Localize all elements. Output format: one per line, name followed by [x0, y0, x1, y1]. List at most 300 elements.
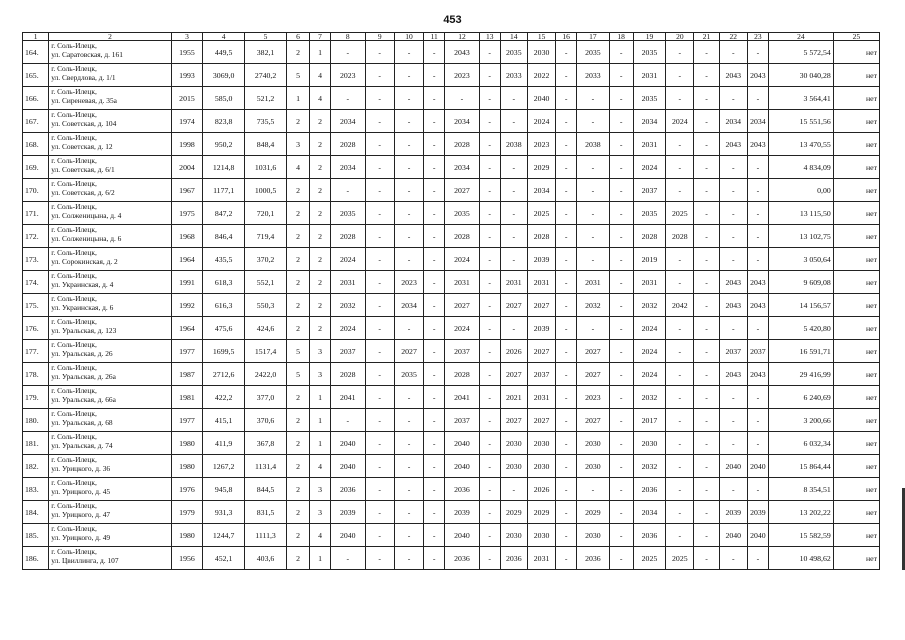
value-cell: - [500, 225, 527, 248]
value-cell: 403,6 [245, 547, 287, 570]
value-cell: - [666, 271, 694, 294]
value-cell: 2031 [527, 386, 555, 409]
value-cell: - [609, 41, 633, 64]
row-number-cell: 171. [23, 202, 49, 225]
value-cell: - [365, 179, 394, 202]
column-header: 5 [245, 33, 287, 41]
value-cell: 1987 [171, 363, 202, 386]
value-cell: 2031 [500, 271, 527, 294]
value-cell: 4 [310, 455, 331, 478]
value-cell: 1214,8 [203, 156, 245, 179]
value-cell: - [666, 248, 694, 271]
value-cell: - [424, 202, 445, 225]
address-city: г. Соль-Илецк, [51, 271, 97, 280]
value-cell: 1964 [171, 317, 202, 340]
value-cell: 846,4 [203, 225, 245, 248]
value-cell: 2029 [577, 501, 609, 524]
value-cell: 2043 [719, 271, 747, 294]
status-cell: нет [833, 133, 879, 156]
row-number-cell: 184. [23, 501, 49, 524]
value-cell: 2028 [445, 225, 480, 248]
value-cell: 2028 [666, 225, 694, 248]
value-cell: - [365, 455, 394, 478]
value-cell: - [577, 478, 609, 501]
value-cell: - [424, 340, 445, 363]
value-cell: - [556, 110, 577, 133]
value-cell: - [394, 455, 423, 478]
value-cell: - [719, 156, 747, 179]
value-cell: 2024 [445, 248, 480, 271]
value-cell: - [666, 179, 694, 202]
value-cell: - [719, 547, 747, 570]
value-cell: 367,8 [245, 432, 287, 455]
value-cell: 2030 [577, 524, 609, 547]
value-cell: - [424, 41, 445, 64]
row-number-cell: 182. [23, 455, 49, 478]
address-street: ул. Уральская, д. 74 [51, 441, 113, 450]
value-cell: - [424, 133, 445, 156]
value-cell: 2038 [577, 133, 609, 156]
value-cell: 1000,5 [245, 179, 287, 202]
value-cell: - [394, 524, 423, 547]
value-cell: 2043 [719, 64, 747, 87]
value-cell: 618,3 [203, 271, 245, 294]
value-cell: - [694, 524, 719, 547]
value-cell: - [424, 294, 445, 317]
value-cell: - [556, 409, 577, 432]
value-cell: - [479, 386, 500, 409]
value-cell: - [609, 340, 633, 363]
value-cell: 2025 [666, 202, 694, 225]
value-cell: - [747, 386, 768, 409]
value-cell: - [424, 363, 445, 386]
status-cell: нет [833, 156, 879, 179]
status-cell: нет [833, 87, 879, 110]
value-cell: 1955 [171, 41, 202, 64]
value-cell: 2039 [527, 248, 555, 271]
value-cell: - [424, 87, 445, 110]
value-cell: - [424, 501, 445, 524]
value-cell: - [365, 547, 394, 570]
value-cell: - [365, 478, 394, 501]
cost-cell: 8 354,51 [768, 478, 833, 501]
column-header: 15 [527, 33, 555, 41]
value-cell: 2043 [719, 363, 747, 386]
value-cell: - [694, 133, 719, 156]
value-cell: - [424, 409, 445, 432]
value-cell: 521,2 [245, 87, 287, 110]
value-cell: 2030 [500, 432, 527, 455]
table-row [23, 455, 880, 478]
value-cell: - [479, 156, 500, 179]
address-street: ул. Уральская, д. 26 [51, 349, 113, 358]
address-cell [49, 41, 172, 64]
value-cell: 2031 [633, 133, 665, 156]
column-header: 11 [424, 33, 445, 41]
value-cell: 1131,4 [245, 455, 287, 478]
value-cell: - [424, 271, 445, 294]
column-header: 9 [365, 33, 394, 41]
row-number-cell: 167. [23, 110, 49, 133]
value-cell: 2024 [633, 317, 665, 340]
value-cell: - [394, 202, 423, 225]
value-cell: 2028 [633, 225, 665, 248]
address-city: г. Соль-Илецк, [51, 501, 97, 510]
value-cell: - [666, 340, 694, 363]
value-cell: 2031 [445, 271, 480, 294]
value-cell: 2039 [527, 317, 555, 340]
address-cell [49, 432, 172, 455]
value-cell: 1 [310, 432, 331, 455]
value-cell: 2040 [331, 432, 366, 455]
address-cell [49, 202, 172, 225]
value-cell: - [609, 133, 633, 156]
table-row [23, 202, 880, 225]
value-cell: 848,4 [245, 133, 287, 156]
value-cell: 2024 [633, 156, 665, 179]
status-cell: нет [833, 363, 879, 386]
value-cell: 2712,6 [203, 363, 245, 386]
value-cell: 2035 [500, 41, 527, 64]
table-row [23, 156, 880, 179]
value-cell: - [694, 179, 719, 202]
value-cell: - [609, 87, 633, 110]
value-cell: 2034 [331, 110, 366, 133]
value-cell: 1998 [171, 133, 202, 156]
value-cell: 950,2 [203, 133, 245, 156]
value-cell: - [424, 524, 445, 547]
value-cell: 2025 [633, 547, 665, 570]
value-cell: - [666, 478, 694, 501]
value-cell: - [479, 524, 500, 547]
column-header: 1 [23, 33, 49, 41]
value-cell: 2 [287, 409, 310, 432]
address-city: г. Соль-Илецк, [51, 340, 97, 349]
value-cell: 4 [287, 156, 310, 179]
value-cell: - [365, 501, 394, 524]
row-number-cell: 174. [23, 271, 49, 294]
value-cell: 2028 [331, 225, 366, 248]
value-cell: 831,5 [245, 501, 287, 524]
address-street: ул. Советская, д. 104 [51, 119, 117, 128]
value-cell: 2024 [527, 110, 555, 133]
cost-cell: 13 470,55 [768, 133, 833, 156]
value-cell: 1980 [171, 524, 202, 547]
row-number-cell: 185. [23, 524, 49, 547]
value-cell: 2030 [527, 524, 555, 547]
address-cell [49, 225, 172, 248]
value-cell: - [666, 133, 694, 156]
value-cell: 2 [287, 110, 310, 133]
value-cell: 1992 [171, 294, 202, 317]
row-number-cell: 180. [23, 409, 49, 432]
value-cell: 552,1 [245, 271, 287, 294]
value-cell: 2040 [527, 87, 555, 110]
value-cell: 1031,6 [245, 156, 287, 179]
value-cell: 2024 [445, 317, 480, 340]
address-street: ул. Советская, д. 6/1 [51, 165, 115, 174]
value-cell: 2030 [527, 41, 555, 64]
value-cell: - [747, 317, 768, 340]
column-numbers-header [23, 33, 880, 41]
value-cell: 2 [287, 294, 310, 317]
value-cell: 2037 [331, 340, 366, 363]
value-cell: 2028 [331, 133, 366, 156]
row-number-cell: 169. [23, 156, 49, 179]
value-cell: - [556, 179, 577, 202]
value-cell: 3 [310, 478, 331, 501]
value-cell: - [694, 294, 719, 317]
value-cell: 2027 [394, 340, 423, 363]
cost-cell: 3 050,64 [768, 248, 833, 271]
value-cell: 2031 [331, 271, 366, 294]
value-cell: - [694, 41, 719, 64]
value-cell: - [694, 409, 719, 432]
value-cell: - [556, 248, 577, 271]
value-cell: - [479, 409, 500, 432]
value-cell: 2030 [527, 455, 555, 478]
column-header: 20 [666, 33, 694, 41]
value-cell: 1111,3 [245, 524, 287, 547]
value-cell: 2040 [445, 524, 480, 547]
value-cell: 1979 [171, 501, 202, 524]
value-cell: - [694, 363, 719, 386]
address-cell [49, 386, 172, 409]
column-header: 2 [49, 33, 172, 41]
status-cell: нет [833, 41, 879, 64]
value-cell: - [694, 478, 719, 501]
value-cell: 2027 [527, 294, 555, 317]
value-cell: 2029 [500, 501, 527, 524]
value-cell: 2 [287, 386, 310, 409]
value-cell: 2031 [527, 547, 555, 570]
value-cell: - [666, 87, 694, 110]
column-header: 16 [556, 33, 577, 41]
row-number-cell: 168. [23, 133, 49, 156]
value-cell: - [479, 501, 500, 524]
column-header: 18 [609, 33, 633, 41]
value-cell: 2023 [394, 271, 423, 294]
value-cell: 2039 [719, 501, 747, 524]
value-cell: 2030 [527, 432, 555, 455]
value-cell: 720,1 [245, 202, 287, 225]
value-cell: 2021 [500, 386, 527, 409]
value-cell: - [609, 110, 633, 133]
value-cell: 616,3 [203, 294, 245, 317]
value-cell: 2027 [527, 409, 555, 432]
value-cell: 2043 [747, 271, 768, 294]
column-header: 14 [500, 33, 527, 41]
table-row [23, 547, 880, 570]
value-cell: - [394, 87, 423, 110]
value-cell: - [747, 478, 768, 501]
column-header: 21 [694, 33, 719, 41]
value-cell: 1517,4 [245, 340, 287, 363]
value-cell: - [365, 524, 394, 547]
value-cell: 2 [287, 225, 310, 248]
value-cell: 931,3 [203, 501, 245, 524]
value-cell: 2034 [719, 110, 747, 133]
value-cell: - [479, 225, 500, 248]
value-cell: - [719, 41, 747, 64]
value-cell: - [609, 363, 633, 386]
value-cell: 2036 [445, 478, 480, 501]
value-cell: - [479, 455, 500, 478]
value-cell: 2035 [633, 87, 665, 110]
value-cell: 2040 [445, 432, 480, 455]
value-cell: 2029 [527, 501, 555, 524]
value-cell: - [577, 110, 609, 133]
value-cell: 422,2 [203, 386, 245, 409]
value-cell: - [577, 179, 609, 202]
value-cell: 2023 [527, 133, 555, 156]
value-cell: - [556, 340, 577, 363]
address-cell [49, 110, 172, 133]
value-cell: - [556, 363, 577, 386]
value-cell: - [694, 501, 719, 524]
status-cell: нет [833, 294, 879, 317]
value-cell: 2023 [577, 386, 609, 409]
row-number-cell: 164. [23, 41, 49, 64]
value-cell: - [609, 432, 633, 455]
value-cell: - [331, 547, 366, 570]
value-cell: 2034 [394, 294, 423, 317]
table-row [23, 179, 880, 202]
value-cell: - [424, 248, 445, 271]
header-row [23, 33, 880, 41]
value-cell: 2422,0 [245, 363, 287, 386]
address-city: г. Соль-Илецк, [51, 202, 97, 211]
value-cell: - [609, 455, 633, 478]
value-cell: 2 [310, 110, 331, 133]
value-cell: - [365, 64, 394, 87]
row-number-cell: 186. [23, 547, 49, 570]
cost-cell: 16 591,71 [768, 340, 833, 363]
value-cell: 2040 [719, 455, 747, 478]
table-row [23, 478, 880, 501]
value-cell: 1 [310, 547, 331, 570]
cost-cell: 5 572,54 [768, 41, 833, 64]
value-cell: - [556, 271, 577, 294]
value-cell: - [479, 294, 500, 317]
value-cell: 2028 [445, 133, 480, 156]
address-city: г. Соль-Илецк, [51, 478, 97, 487]
table-row [23, 294, 880, 317]
address-city: г. Соль-Илецк, [51, 524, 97, 533]
value-cell: 2040 [331, 524, 366, 547]
value-cell: - [556, 41, 577, 64]
cost-cell: 15 582,59 [768, 524, 833, 547]
value-cell: - [694, 225, 719, 248]
value-cell: 2024 [633, 363, 665, 386]
value-cell: 2035 [633, 41, 665, 64]
value-cell: - [556, 432, 577, 455]
value-cell: 2041 [445, 386, 480, 409]
value-cell: - [609, 202, 633, 225]
value-cell: 2040 [445, 455, 480, 478]
value-cell: - [609, 271, 633, 294]
address-street: ул. Солженицына, д. 4 [51, 211, 122, 220]
value-cell: - [424, 156, 445, 179]
value-cell: - [577, 156, 609, 179]
value-cell: - [500, 202, 527, 225]
value-cell: - [666, 501, 694, 524]
value-cell: 2036 [633, 478, 665, 501]
value-cell: 2034 [331, 156, 366, 179]
value-cell: 449,5 [203, 41, 245, 64]
value-cell: - [365, 294, 394, 317]
address-cell [49, 547, 172, 570]
address-city: г. Соль-Илецк, [51, 179, 97, 188]
value-cell: 2 [287, 547, 310, 570]
value-cell: 2031 [577, 271, 609, 294]
value-cell: - [609, 409, 633, 432]
address-cell [49, 478, 172, 501]
value-cell: - [479, 547, 500, 570]
value-cell: - [479, 478, 500, 501]
value-cell: 2 [287, 432, 310, 455]
value-cell: - [556, 547, 577, 570]
value-cell: 2024 [331, 317, 366, 340]
value-cell: - [609, 156, 633, 179]
value-cell: - [577, 248, 609, 271]
value-cell: 550,3 [245, 294, 287, 317]
value-cell: 2035 [331, 202, 366, 225]
value-cell: - [609, 478, 633, 501]
table-row [23, 317, 880, 340]
value-cell: 1974 [171, 110, 202, 133]
address-city: г. Соль-Илецк, [51, 317, 97, 326]
address-cell [49, 87, 172, 110]
status-cell: нет [833, 317, 879, 340]
status-cell: нет [833, 547, 879, 570]
value-cell: - [479, 432, 500, 455]
table-row [23, 133, 880, 156]
value-cell: - [500, 156, 527, 179]
value-cell: - [479, 363, 500, 386]
status-cell: нет [833, 225, 879, 248]
value-cell: 424,6 [245, 317, 287, 340]
value-cell: - [500, 87, 527, 110]
value-cell: 2043 [747, 363, 768, 386]
value-cell: - [666, 156, 694, 179]
address-cell [49, 501, 172, 524]
value-cell: 2029 [527, 156, 555, 179]
address-city: г. Соль-Илецк, [51, 41, 97, 50]
value-cell: 2040 [747, 455, 768, 478]
value-cell: 2032 [331, 294, 366, 317]
status-cell: нет [833, 202, 879, 225]
value-cell: - [719, 87, 747, 110]
address-street: ул. Сиреневая, д. 35а [51, 96, 117, 105]
status-cell: нет [833, 271, 879, 294]
value-cell: - [694, 156, 719, 179]
value-cell: - [747, 225, 768, 248]
value-cell: - [719, 409, 747, 432]
value-cell: 2037 [719, 340, 747, 363]
value-cell: - [556, 294, 577, 317]
column-header: 8 [331, 33, 366, 41]
value-cell: 2040 [747, 524, 768, 547]
cost-cell: 29 416,99 [768, 363, 833, 386]
housing-repair-table [22, 32, 880, 570]
address-street: ул. Урицкого, д. 49 [51, 533, 111, 542]
value-cell: - [365, 133, 394, 156]
value-cell: 2031 [527, 271, 555, 294]
value-cell: 719,4 [245, 225, 287, 248]
address-street: ул. Уральская, д. 26а [51, 372, 116, 381]
address-street: ул. Украинская, д. 6 [51, 303, 114, 312]
